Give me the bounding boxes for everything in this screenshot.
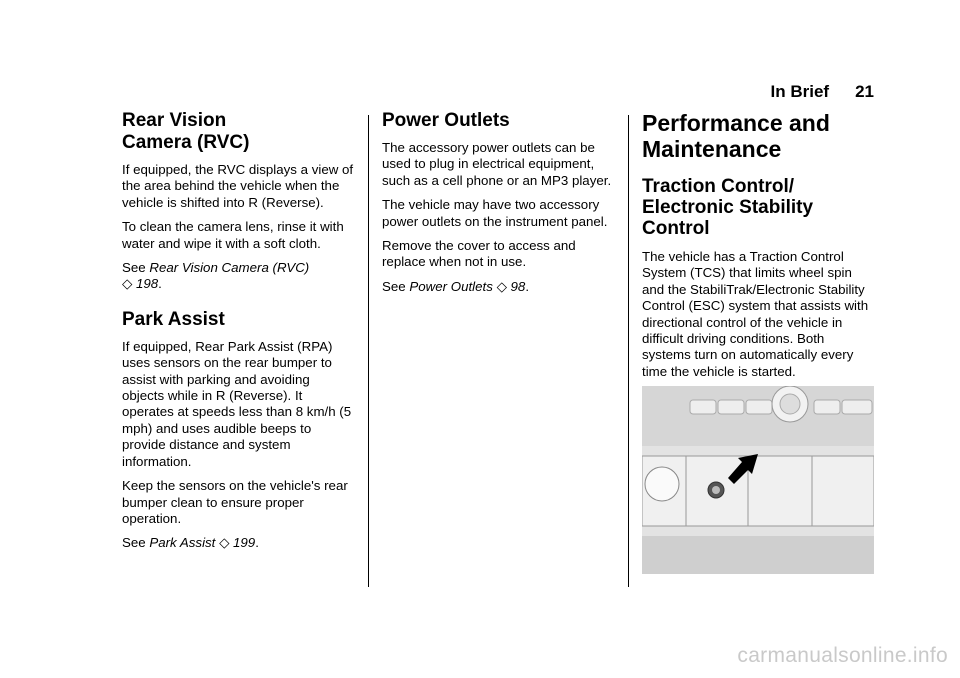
page-ref-icon: ◇	[219, 535, 230, 551]
console-top	[642, 386, 874, 446]
outlets-para-3: Remove the cover to access and replace when not in use.	[382, 238, 576, 270]
rvc-heading-line1: Rear Vision	[122, 110, 227, 131]
see-prefix: See	[122, 535, 150, 551]
console-button	[718, 400, 744, 414]
see-suffix: .	[255, 535, 259, 551]
outlet-cover-icon	[645, 467, 679, 501]
rvc-heading	[122, 110, 354, 154]
outlets-para-2: The vehicle may have two accessory power outlets on the instrument panel.	[382, 197, 608, 229]
rvc-see-reference	[122, 260, 354, 293]
park-para-1b: It operates at speeds less than 8 km/h (5 mph) and uses audible beeps to provide distance and system information.	[122, 388, 352, 469]
traction-heading	[642, 176, 876, 239]
performance-heading-line2: Maintenance	[642, 136, 782, 162]
column-divider-2	[628, 115, 629, 587]
traction-heading-line3: Control	[642, 218, 710, 239]
see-suffix: .	[525, 278, 530, 294]
park-reference-link[interactable]: Park Assist	[149, 535, 216, 551]
power-outlets-heading: Power Outlets	[382, 110, 510, 131]
page-ref-icon: ◇	[496, 278, 507, 294]
park-para-1	[122, 339, 354, 470]
watermark: carmanualsonline.info	[737, 644, 948, 667]
console-knob-center	[780, 394, 800, 414]
traction-para-1: The vehicle has a Traction Control System (TCS) that limits wheel spin and the StabiliTrak/Electronic Stability Control (ESC) system that assists with directional control of the vehicle in difficult driving conditions. Both systems turn on automatically every time the vehicle is started.	[642, 249, 869, 379]
see-suffix: .	[158, 276, 162, 292]
console-button	[842, 400, 872, 414]
traction-control-button-illustration	[642, 386, 874, 574]
page-header	[771, 82, 874, 102]
performance-heading	[642, 110, 876, 162]
outlets-reference-page[interactable]: 98	[510, 278, 526, 294]
see-prefix: See	[122, 260, 150, 276]
column-1	[122, 110, 354, 560]
outlets-see-reference	[382, 279, 617, 295]
park-para-2: Keep the sensors on the vehicle's rear bumper clean to ensure proper operation.	[122, 478, 348, 526]
rvc-para-1: If equipped, the RVC displays a view of the area behind the vehicle when the vehicle is shifted into R (Reverse).	[122, 162, 354, 210]
park-assist-heading: Park Assist	[122, 308, 225, 330]
section-title: In Brief	[770, 82, 830, 101]
outlets-para-1: The accessory power outlets can be used to plug in electrical equipment, such as a cell phone or an MP3 player.	[382, 140, 612, 188]
park-see-reference	[122, 535, 354, 551]
page-number: 21	[855, 82, 874, 101]
traction-heading-line1: Traction Control/	[642, 176, 794, 197]
traction-control-button-center	[712, 486, 720, 494]
console-button	[814, 400, 840, 414]
rvc-heading-line2: Camera (RVC)	[122, 132, 250, 153]
column-divider-1	[368, 115, 369, 587]
console-button	[746, 400, 772, 414]
traction-heading-line2: Electronic Stability	[642, 197, 814, 218]
rvc-reference-page[interactable]: 198	[135, 276, 159, 292]
performance-heading-line1: Performance and	[642, 110, 830, 136]
console-button	[690, 400, 716, 414]
park-para-1a: If equipped, Rear Park Assist (RPA) uses sensors on the rear bumper to assist with parking and avoiding objects while in R (Reverse).	[122, 338, 333, 404]
bottom-trim	[642, 536, 874, 574]
rvc-para-2: To clean the camera lens, rinse it with water and wipe it with a soft cloth.	[122, 219, 344, 251]
see-prefix: See	[382, 278, 410, 294]
page-ref-icon: ◇	[122, 276, 133, 292]
column-2	[382, 110, 617, 303]
rvc-reference-link[interactable]: Rear Vision Camera (RVC)	[149, 260, 310, 276]
park-reference-page[interactable]: 199	[233, 535, 256, 551]
column-3	[642, 110, 876, 388]
outlets-reference-link[interactable]: Power Outlets	[409, 278, 493, 294]
